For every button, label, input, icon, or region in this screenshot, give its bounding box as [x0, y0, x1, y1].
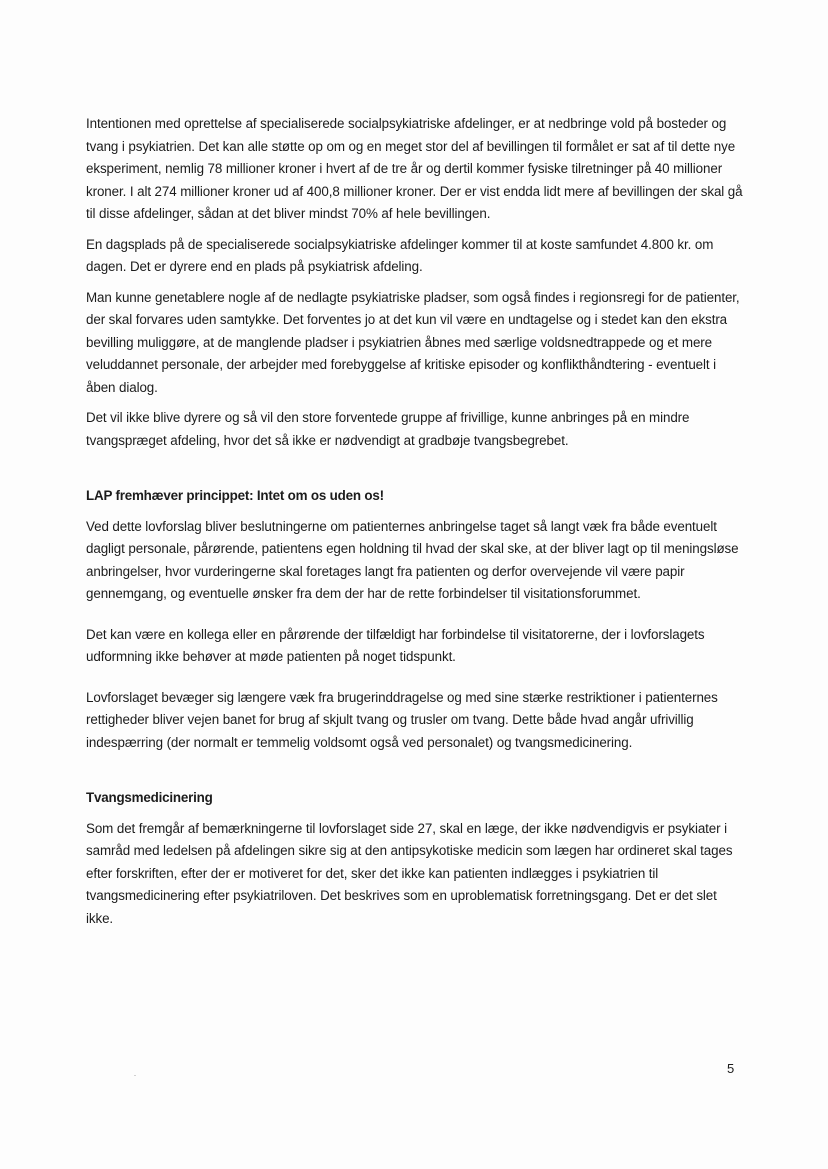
paragraph-day-cost: En dagsplads på de specialiserede socialpsykiatriske afdelinger kommer til at koste samfundet 4.800 kr. om dagen. Det er dyrere end en plads på psykiatrisk afdeling. [86, 236, 714, 274]
paragraph-forced-medication: Som det fremgår af bemærkningerne til lovforslaget side 27, skal en læge, der ikke nødvendigvis er psykiater i samråd med ledelsen på afdelingen sikre sig at den antipsykotiske medicin som lægen har ordineret skal tages efter forskriften, efter der er motiveret for det, sker det ikke kan patienten indlægges i psykiatrien til tvangsmedicinering efter psykiatriloven. Det beskrives som en uproblematisk forretningsgang. Det er det slet ikke. [86, 820, 733, 926]
page-number: 5 [727, 1061, 735, 1076]
paragraph-user-involvement: Lovforslaget bevæger sig længere væk fra brugerinddragelse og med sine stærke restriktioner i patienternes rettigheder bliver vejen banet for brug af skjult tvang og trusler om tvang. Dette både hvad angår ufrivillig indespærring (der normalt er temmelig voldsomt også ved personalet) og tvangsmedicinering. [86, 689, 718, 750]
heading-forced-medication: Tvangsmedicinering [86, 790, 213, 805]
paragraph-intention: Intentionen med oprettelse af specialiserede socialpsykiatriske afdelinger, er at nedbringe vold på bosteder og tvang i psykiatrien. Det kan alle støtte op om og en meget stor del af bevillingen til formålet er sat af til dette nye eksperiment, nemlig 78 millioner kroner i hvert af de tre år og dertil kommer fysiske tilretninger på 40 millioner kroner. I alt 274 millioner kroner ud af 400,8 millioner kroner. Der er vist endda lidt mere af bevillingen der skal gå til disse afdelinger, sådan at det bliver mindst 70% af hele bevillingen. [86, 116, 743, 221]
scan-speck [134, 1075, 136, 1076]
heading-lap-principle: LAP fremhæver princippet: Intet om os uden os! [86, 488, 384, 503]
page-body [86, 113, 746, 930]
paragraph-not-more-expensive: Det vil ikke blive dyrere og så vil den store forventede gruppe af frivillige, kunne anbringes på en mindre tvangspræget afdeling, hvor det så ikke er nødvendigt at gradbøje tvangsbegrebet. [86, 410, 690, 448]
paragraph-colleague-relative: Det kan være en kollega eller en pårørende der tilfældigt har forbindelse til visitatorerne, der i lovforslagets udformning ikke behøver at møde patienten på noget tidspunkt. [86, 626, 705, 664]
paragraph-decisions-far-away: Ved dette lovforslag bliver beslutningerne om patienternes anbringelse taget så langt væk fra både eventuelt dagligt personale, pårørende, patientens egen holdning til hvad der skal ske, at der bliver lagt op til meningsløse anbringelser, hvor vurderingerne skal foretages langt fra patienten og derfor overvejende vil være papir gennemgang, og eventuelle ønsker fra dem der har de rette forbindelser til visitationsforummet. [86, 518, 739, 601]
paragraph-reestablish-beds: Man kunne genetablere nogle af de nedlagte psykiatriske pladser, som også findes i regionsregi for de patienter, der skal forvares uden samtykke. Det forventes jo at det kun vil være en undtagelse og i stedet kan den ekstra bevilling muliggøre, at de manglende pladser i psykiatrien åbnes med særlige voldsnedtrappede og et mere veluddannet personale, der arbejder med forebyggelse af kritiske episoder og konflikthåndtering - eventuelt i åben dialog. [86, 289, 740, 395]
